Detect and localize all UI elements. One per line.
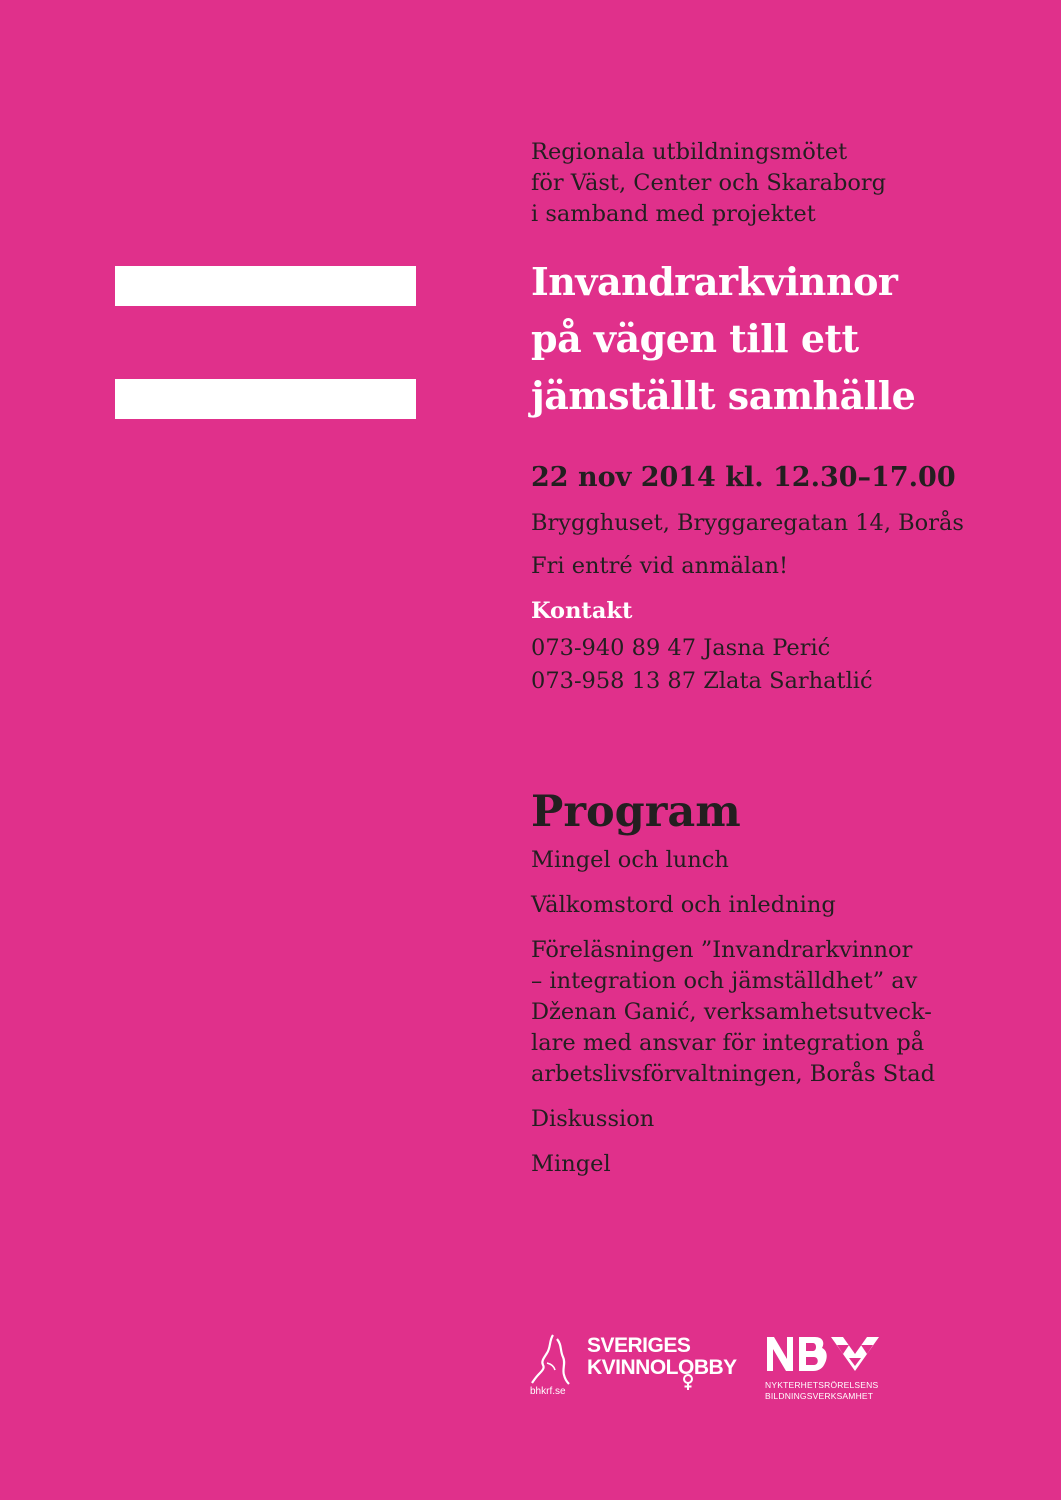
bhkrf-logo (529, 1333, 574, 1403)
program-title: Program (531, 787, 741, 837)
headline (531, 253, 1051, 424)
headline-line: jämställt samhälle (531, 373, 916, 418)
bhkrf-profile-icon (529, 1333, 574, 1385)
program-list (531, 845, 1051, 1194)
program-item: Mingel och lunch (531, 847, 729, 873)
program-item: Mingel (531, 1151, 611, 1177)
intro-line: i samband med projektet (531, 201, 816, 227)
program-item-line: – integration och jämställdhet” av (531, 968, 918, 994)
sveriges-kvinnolobby-logo (587, 1335, 747, 1385)
event-entry: Fri entré vid anmälan! (531, 553, 789, 579)
nbv-tagline-line-1: NYKTERHETSRÖRELSENS (765, 1380, 879, 1390)
nbv-tagline (765, 1380, 878, 1402)
bhkrf-url: bhkrf.se (530, 1386, 566, 1397)
contact-phone-2: 073-958 13 87 Zlata Sarhatlić (531, 668, 873, 694)
program-item-line: Dženan Ganić, verksamhetsutveck- (531, 999, 932, 1025)
program-item-line: Föreläsningen ”Invandrarkvinnor (531, 937, 913, 963)
program-item-line: lare med ansvar för integration på (531, 1030, 925, 1056)
program-item-lecture (531, 935, 1051, 1090)
program-item: Diskussion (531, 1106, 655, 1132)
contact-label: Kontakt (531, 598, 633, 624)
intro-text (531, 137, 1051, 230)
intro-line: för Väst, Center och Skaraborg (531, 170, 887, 196)
nbv-tagline-line-2: BILDNINGSVERKSAMHET (765, 1391, 874, 1401)
equals-bar-top (115, 266, 416, 306)
headline-line: på vägen till ett (531, 316, 859, 361)
contact-phone-1: 073-940 89 47 Jasna Perić (531, 635, 831, 661)
event-date-time: 22 nov 2014 kl. 12.30–17.00 (531, 462, 956, 493)
skl-line-2: KVINNOLOBBY (587, 1356, 737, 1379)
event-venue: Brygghuset, Bryggaregatan 14, Borås (531, 510, 964, 536)
program-item: Välkomstord och inledning (531, 892, 836, 918)
equals-bar-bottom (115, 379, 416, 419)
nbv-logo (765, 1333, 885, 1403)
headline-line: Invandrarkvinnor (531, 259, 898, 304)
nbv-letters-icon (765, 1333, 885, 1375)
intro-line: Regionala utbildningsmötet (531, 139, 848, 165)
venus-icon (681, 1374, 695, 1390)
program-item-line: arbetslivsförvaltningen, Borås Stad (531, 1061, 936, 1087)
skl-line-1: SVERIGES (587, 1334, 691, 1357)
